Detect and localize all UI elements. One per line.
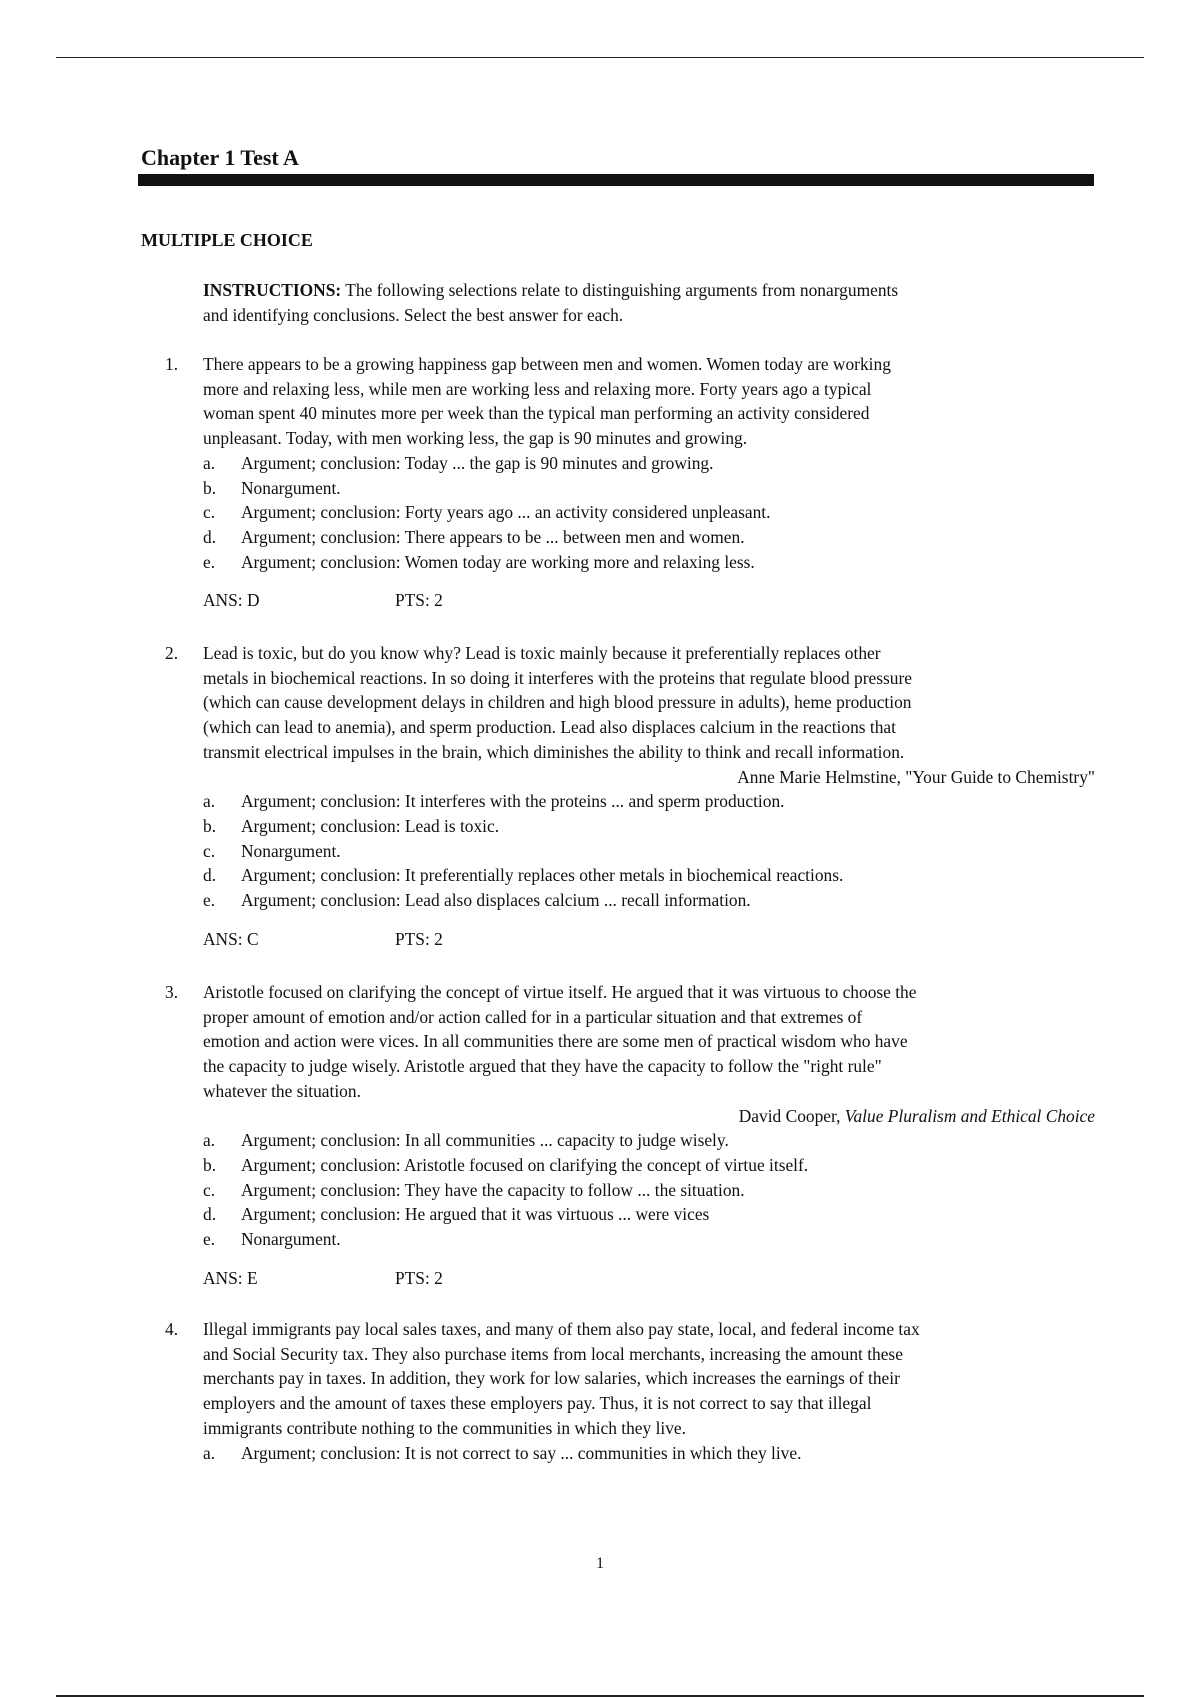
choice-text: Argument; conclusion: Today ... the gap is 90 minutes and growing. [241, 452, 714, 473]
instructions-line: and identifying conclusions. Select the best answer for each. [203, 305, 624, 325]
question-number: 1. [165, 354, 179, 374]
choice-letter: e. [203, 890, 216, 911]
choice-letter: d. [203, 1204, 217, 1225]
stem-line: immigrants contribute nothing to the communities in which they live. [203, 1417, 686, 1438]
instructions [203, 278, 1103, 328]
answer-key: ANS: D [203, 590, 260, 611]
choice-text: Argument; conclusion: Forty years ago ... an activity considered unpleasant. [241, 502, 771, 523]
stem-line: transmit electrical impulses in the brain, which diminishes the ability to think and recall information. [203, 741, 905, 762]
chapter-title: Chapter 1 Test A [141, 145, 299, 170]
question-stem [203, 352, 1095, 451]
choice-letter: b. [203, 1154, 217, 1175]
bottom-rule [56, 1695, 1144, 1697]
choice-letter: e. [203, 1229, 216, 1250]
choice-c[interactable] [165, 1178, 1095, 1203]
stem-line: whatever the situation. [203, 1080, 361, 1101]
choice-b[interactable] [165, 476, 1095, 501]
stem-line: metals in biochemical reactions. In so doing it interferes with the proteins that regulate blood pressure [203, 667, 912, 688]
question-stem [203, 641, 1095, 789]
question-number: 4. [165, 1319, 179, 1339]
stem-line: the capacity to judge wisely. Aristotle argued that they have the capacity to follow the "right rule" [203, 1056, 882, 1077]
title-underline-bar [138, 174, 1094, 186]
source-citation: Anne Marie Helmstine, "Your Guide to Chemistry" [737, 766, 1095, 787]
stem-line: Lead is toxic, but do you know why? Lead is toxic mainly because it preferentially replaces other [203, 643, 881, 663]
stem-line: (which can cause development delays in children and high blood pressure in adults), heme production [203, 692, 912, 713]
instructions-label: INSTRUCTIONS: [203, 280, 342, 300]
question-4 [165, 1317, 1095, 1465]
choice-letter: d. [203, 526, 217, 547]
choice-text: Argument; conclusion: Lead is toxic. [241, 815, 500, 836]
choice-a[interactable] [165, 789, 1095, 814]
choice-d[interactable] [165, 863, 1095, 888]
source-title: Value Pluralism and Ethical Choice [844, 1105, 1095, 1126]
stem-line: (which can lead to anemia), and sperm production. Lead also displaces calcium in the reactions that [203, 717, 896, 738]
answer-row [165, 927, 1095, 952]
choice-b[interactable] [165, 1153, 1095, 1178]
answer-row [165, 1266, 1095, 1291]
question-1 [165, 352, 1095, 613]
question-2 [165, 641, 1095, 951]
choice-a[interactable] [165, 1128, 1095, 1153]
instructions-text: The following selections relate to distinguishing arguments from nonarguments [345, 280, 899, 300]
question-stem [203, 1317, 1095, 1441]
choice-letter: c. [203, 1179, 216, 1200]
choice-a[interactable] [165, 1441, 1095, 1466]
choice-text: Argument; conclusion: They have the capacity to follow ... the situation. [241, 1179, 745, 1200]
top-rule [56, 57, 1144, 58]
stem-line: merchants pay in taxes. In addition, they work for low salaries, which increases the earnings of their [203, 1368, 900, 1389]
stem-line: Aristotle focused on clarifying the concept of virtue itself. He argued that it was virtuous to choose the [203, 982, 917, 1002]
source-citation [203, 1104, 1095, 1129]
stem-line: more and relaxing less, while men are working less and relaxing more. Forty years ago a typical [203, 378, 872, 399]
choice-text: Argument; conclusion: Lead also displaces calcium ... recall information. [241, 890, 751, 911]
points: PTS: 2 [395, 928, 443, 949]
choice-letter: b. [203, 815, 217, 836]
choice-letter: d. [203, 865, 217, 886]
choice-text: Nonargument. [241, 840, 341, 861]
choice-letter: a. [203, 791, 216, 812]
choice-text: Argument; conclusion: He argued that it was virtuous ... were vices [241, 1204, 710, 1225]
choice-letter: c. [203, 840, 216, 861]
choice-e[interactable] [165, 550, 1095, 575]
question-number: 3. [165, 982, 179, 1002]
choice-e[interactable] [165, 1227, 1095, 1252]
choice-text: Nonargument. [241, 1229, 341, 1250]
answer-key: ANS: E [203, 1267, 258, 1288]
question-stem [203, 980, 1095, 1128]
choice-letter: a. [203, 1130, 216, 1151]
source-author: David Cooper, [738, 1105, 845, 1126]
choice-text: Argument; conclusion: There appears to be ... between men and women. [241, 526, 745, 547]
choice-letter: a. [203, 452, 216, 473]
choice-letter: a. [203, 1442, 216, 1463]
choice-text: Argument; conclusion: It interferes with the proteins ... and sperm production. [241, 791, 785, 812]
points: PTS: 2 [395, 590, 443, 611]
choice-letter: b. [203, 477, 217, 498]
choice-e[interactable] [165, 888, 1095, 913]
section-heading: MULTIPLE CHOICE [141, 230, 313, 250]
stem-line: proper amount of emotion and/or action called for in a particular situation and that extremes of [203, 1006, 863, 1027]
choice-d[interactable] [165, 1202, 1095, 1227]
stem-line: There appears to be a growing happiness gap between men and women. Women today are working [203, 354, 891, 374]
question-number: 2. [165, 643, 179, 663]
stem-line: Illegal immigrants pay local sales taxes, and many of them also pay state, local, and federal income tax [203, 1319, 920, 1339]
points: PTS: 2 [395, 1267, 443, 1288]
question-3 [165, 980, 1095, 1290]
stem-line: employers and the amount of taxes these employers pay. Thus, it is not correct to say that illegal [203, 1393, 872, 1414]
choice-text: Argument; conclusion: It preferentially replaces other metals in biochemical reactions. [241, 865, 844, 886]
choice-letter: e. [203, 551, 216, 572]
choice-c[interactable] [165, 839, 1095, 864]
stem-line: and Social Security tax. They also purchase items from local merchants, increasing the amount these [203, 1343, 903, 1364]
choice-text: Nonargument. [241, 477, 341, 498]
choice-a[interactable] [165, 451, 1095, 476]
choice-text: Argument; conclusion: In all communities ... capacity to judge wisely. [241, 1130, 729, 1151]
choice-text: Argument; conclusion: It is not correct to say ... communities in which they live. [241, 1442, 802, 1463]
choice-text: Argument; conclusion: Women today are working more and relaxing less. [241, 551, 755, 572]
page-number: 1 [596, 1555, 604, 1572]
choice-letter: c. [203, 502, 216, 523]
instructions-line [203, 278, 1103, 303]
stem-line: emotion and action were vices. In all communities there are some men of practical wisdom who have [203, 1031, 908, 1052]
stem-line: woman spent 40 minutes more per week than the typical man performing an activity considered [203, 403, 870, 424]
choice-c[interactable] [165, 500, 1095, 525]
answer-key: ANS: C [203, 928, 259, 949]
stem-line: unpleasant. Today, with men working less, the gap is 90 minutes and growing. [203, 428, 748, 449]
choice-b[interactable] [165, 814, 1095, 839]
choice-text: Argument; conclusion: Aristotle focused on clarifying the concept of virtue itself. [241, 1154, 809, 1175]
answer-row [165, 588, 1095, 613]
choice-d[interactable] [165, 525, 1095, 550]
